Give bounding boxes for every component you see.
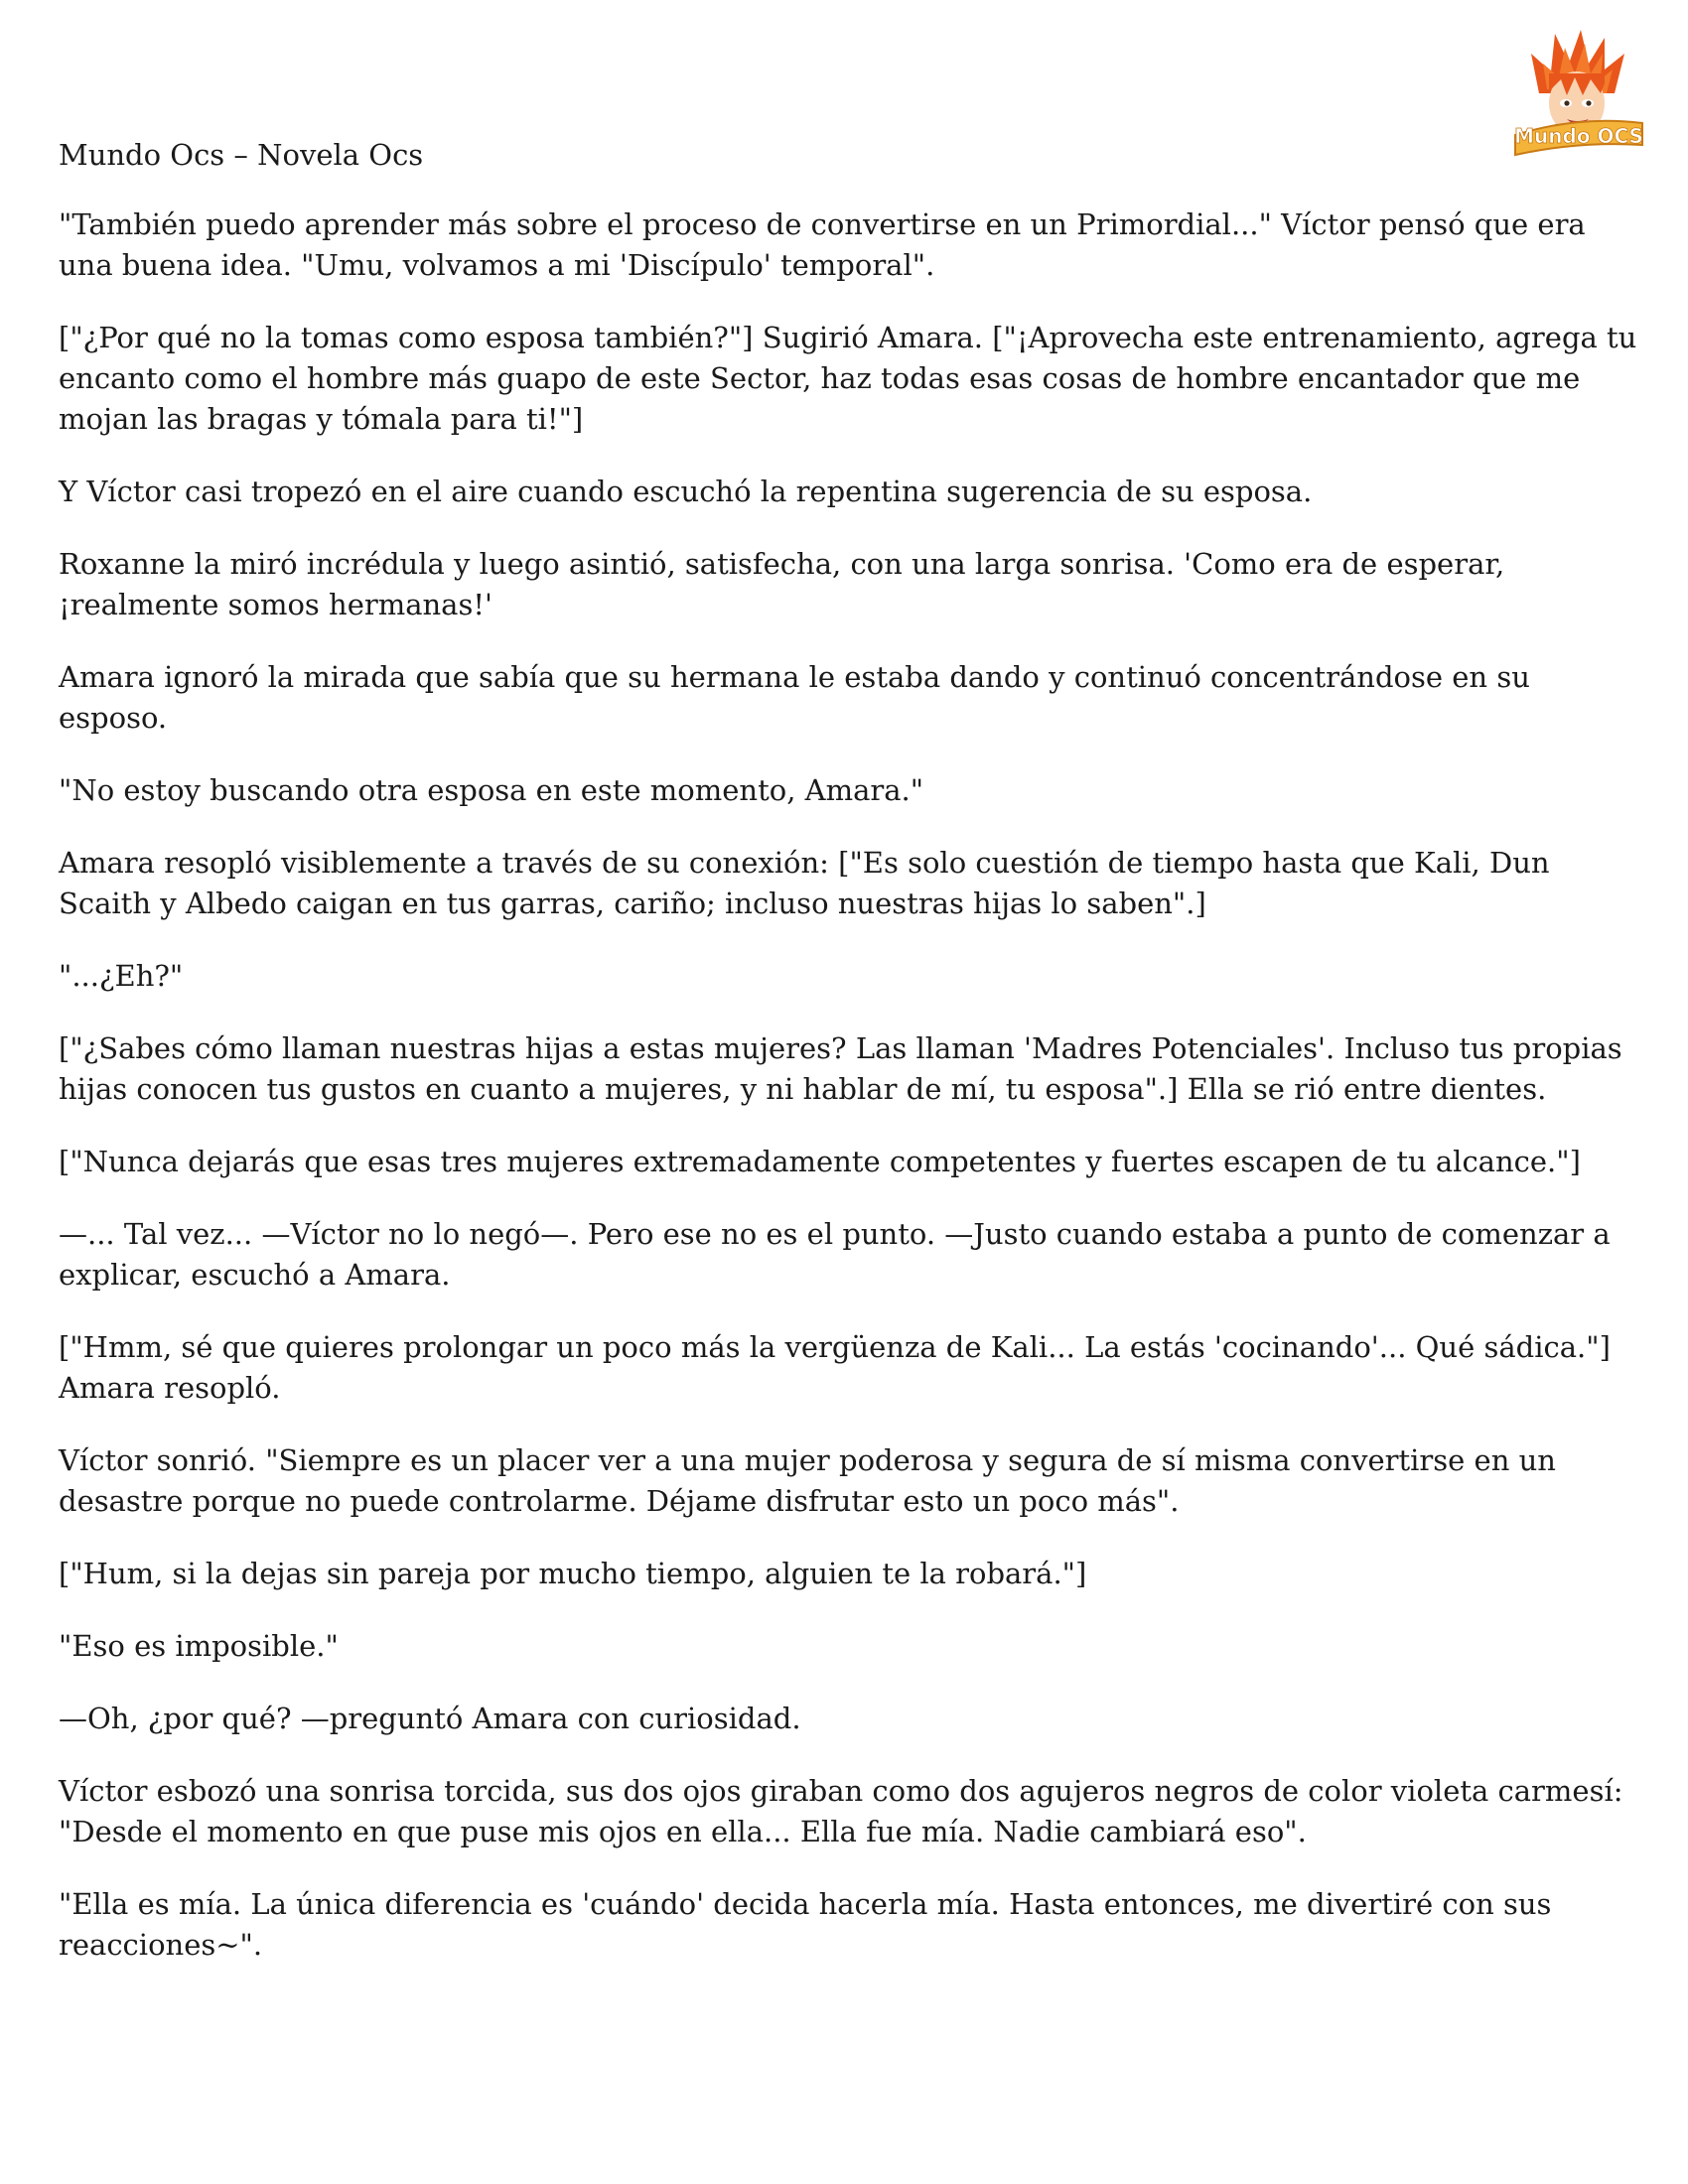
novel-text xyxy=(59,205,1637,1997)
paragraph: Y Víctor casi tropezó en el aire cuando escuchó la repentina sugerencia de su esposa. xyxy=(59,475,1313,508)
paragraph: "No estoy buscando otra esposa en este momento, Amara." xyxy=(59,773,924,807)
paragraph: Amara resopló visiblemente a través de su conexión: ["Es solo cuestión de tiempo hasta que Kali, Dun Scaith y Albedo caigan en tus garras, cariño; incluso nuestras hijas lo saben".] xyxy=(59,846,1550,920)
paragraph: "Eso es imposible." xyxy=(59,1629,339,1663)
paragraph: "Ella es mía. La única diferencia es 'cuándo' decida hacerla mía. Hasta entonces, me divertiré con sus reacciones~". xyxy=(59,1887,1552,1962)
svg-text:Mundo OCS: Mundo OCS xyxy=(1514,124,1643,148)
paragraph: Víctor esbozó una sonrisa torcida, sus dos ojos giraban como dos agujeros negros de color violeta carmesí: "Desde el momento en que puse mis ojos en ella... Ella fue mía. Nadie cambiará eso". xyxy=(59,1774,1623,1848)
paragraph: Víctor sonrió. "Siempre es un placer ver a una mujer poderosa y segura de sí misma convertirse en un desastre porque no puede controlarme. Déjame disfrutar esto un poco más". xyxy=(59,1443,1556,1518)
paragraph: Amara ignoró la mirada que sabía que su hermana le estaba dando y continuó concentrándose en su esposo. xyxy=(59,660,1530,735)
paragraph: ["Nunca dejarás que esas tres mujeres extremadamente competentes y fuertes escapen de tu alcance."] xyxy=(59,1145,1581,1178)
paragraph: —... Tal vez... —Víctor no lo negó—. Pero ese no es el punto. —Justo cuando estaba a punto de comenzar a explicar, escuchó a Amara. xyxy=(59,1217,1611,1292)
paragraph: "También puedo aprender más sobre el proceso de convertirse en un Primordial..." Víctor pensó que era una buena idea. "Umu, volvamos a mi 'Discípulo' temporal". xyxy=(59,207,1586,282)
paragraph: ["Hmm, sé que quieres prolongar un poco más la vergüenza de Kali... La estás 'cocinando'... Qué sádica."] Amara resopló. xyxy=(59,1330,1611,1405)
paragraph: —Oh, ¿por qué? —preguntó Amara con curiosidad. xyxy=(59,1702,801,1735)
paragraph: ["¿Por qué no la tomas como esposa también?"] Sugirió Amara. ["¡Aprovecha este entrenamiento, agrega tu encanto como el hombre más guapo de este Sector, haz todas esas cosas de hombre encantador que me mojan las bragas y tómala para ti!"] xyxy=(59,321,1637,436)
paragraph: ["Hum, si la dejas sin pareja por mucho tiempo, alguien te la robará."] xyxy=(59,1557,1087,1590)
mundo-ocs-logo xyxy=(1509,24,1648,158)
paragraph: "...¿Eh?" xyxy=(59,959,184,993)
paragraph: ["¿Sabes cómo llaman nuestras hijas a estas mujeres? Las llaman 'Madres Potenciales'. Incluso tus propias hijas conocen tus gustos en cuanto a mujeres, y ni hablar de mí, tu esposa".] Ella se rió entre dientes. xyxy=(59,1031,1622,1106)
document-header-title: Mundo Ocs – Novela Ocs xyxy=(59,138,424,172)
paragraph: Roxanne la miró incrédula y luego asintió, satisfecha, con una larga sonrisa. 'Como era de esperar, ¡realmente somos hermanas!' xyxy=(59,547,1505,621)
